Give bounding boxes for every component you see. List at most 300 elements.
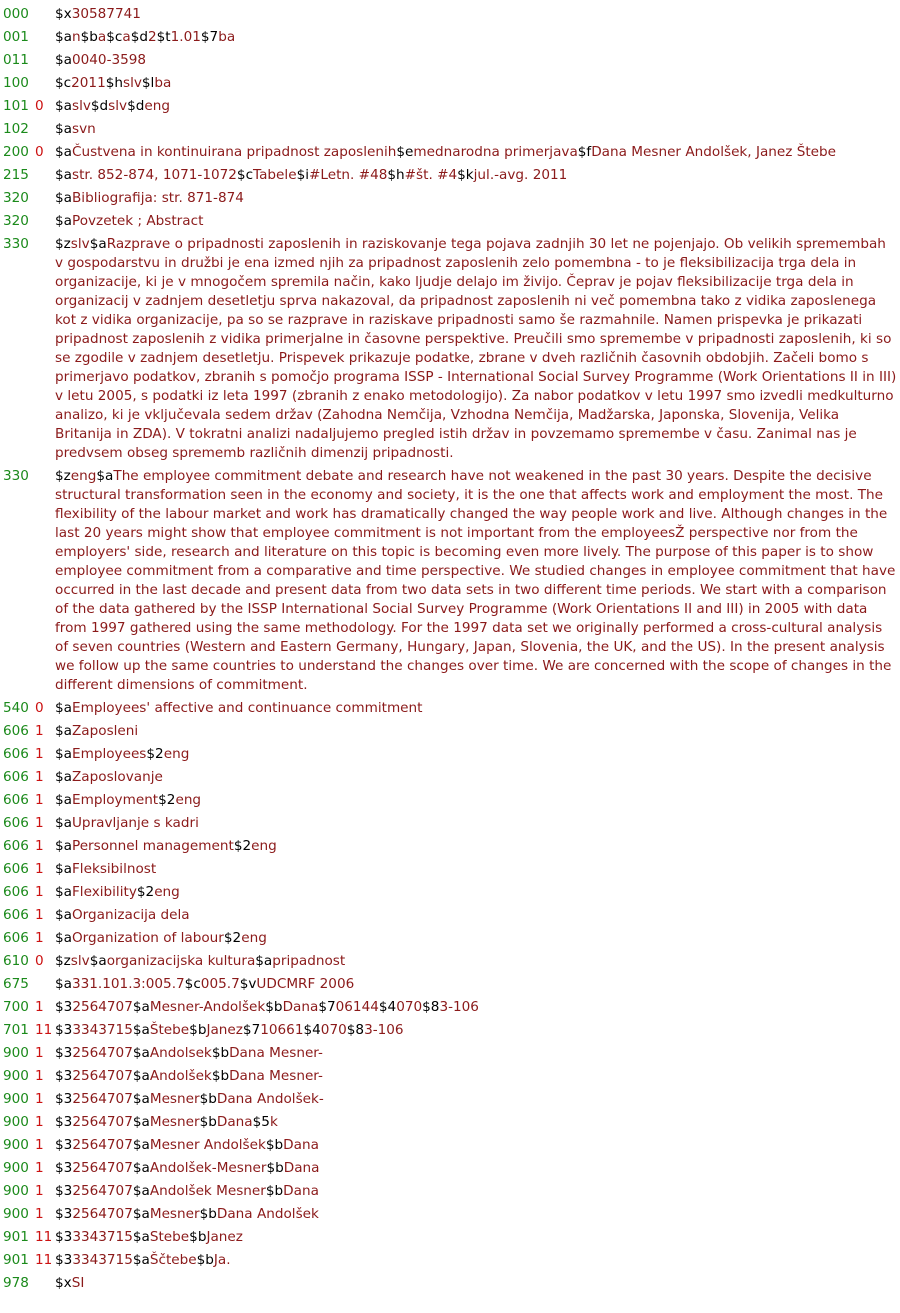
subfield-code: $2 [136, 884, 155, 900]
subfield-code: $d [130, 29, 148, 45]
subfield-value: Čustvena in kontinuirana pripadnost zaposlenih [71, 144, 397, 160]
subfield-value: slv [108, 98, 128, 114]
subfield-value: n [71, 29, 81, 45]
subfield-code: $z [55, 953, 71, 969]
field-indicator: 1 [35, 769, 44, 785]
field-tag: 102 [3, 121, 29, 137]
subfield-code: $d [90, 98, 109, 114]
field-row [0, 187, 900, 210]
field-tag: 606 [3, 723, 29, 739]
subfield-value: 3-106 [364, 1022, 404, 1038]
field-content [55, 187, 900, 210]
field-content [55, 1272, 900, 1295]
field-content [55, 743, 900, 766]
subfield-code: $z [55, 236, 71, 252]
field-indicator: 1 [35, 930, 44, 946]
subfield-code: $a [55, 838, 72, 854]
subfield-code: $c [184, 976, 201, 992]
subfield-code: $e [396, 144, 414, 160]
field-tag: 215 [3, 167, 29, 183]
subfield-value: Dana Andolšek [216, 1206, 319, 1222]
subfield-value: Dana [283, 1160, 320, 1176]
subfield-value: Organization of labour [71, 930, 224, 946]
field-row [0, 973, 900, 996]
subfield-code: $a [132, 1045, 150, 1061]
field-content [55, 1042, 900, 1065]
subfield-code: $k [457, 167, 474, 183]
field-row [0, 697, 900, 720]
field-content [55, 118, 900, 141]
subfield-code: $b [189, 1229, 207, 1245]
field-tag: 100 [3, 75, 29, 91]
field-row [0, 1157, 900, 1180]
field-tag: 606 [3, 907, 29, 923]
field-tag: 606 [3, 838, 29, 854]
field-content [55, 465, 900, 697]
subfield-value: Dana [216, 1114, 253, 1130]
subfield-code: $a [89, 953, 107, 969]
field-indicator: 1 [35, 1068, 44, 1084]
subfield-code: $h [105, 75, 123, 91]
subfield-value: Employees' affective and continuance commitment [71, 700, 423, 716]
subfield-value: 3-106 [439, 999, 479, 1015]
subfield-value: eng [251, 838, 277, 854]
field-row [0, 164, 900, 187]
subfield-code: $a [132, 1068, 150, 1084]
subfield-value: a [122, 29, 131, 45]
subfield-code: $a [55, 167, 72, 183]
field-indicator: 1 [35, 999, 44, 1015]
subfield-value: 3343715 [72, 1252, 133, 1268]
subfield-value: Dana Andolšek- [216, 1091, 324, 1107]
subfield-value: ba [154, 75, 172, 91]
subfield-code: $a [55, 976, 72, 992]
field-tag: 610 [3, 953, 29, 969]
subfield-value: Dana Mesner Andolšek, Janez Štebe [591, 144, 837, 160]
field-content [55, 881, 900, 904]
subfield-code: $a [55, 907, 72, 923]
field-indicator: 1 [35, 815, 44, 831]
field-content [55, 233, 900, 465]
subfield-code: $t [156, 29, 171, 45]
subfield-code: $v [239, 976, 257, 992]
field-tag: 901 [3, 1252, 29, 1268]
subfield-code: $i [296, 167, 309, 183]
subfield-code: $a [55, 884, 72, 900]
subfield-value: 10661 [260, 1022, 304, 1038]
field-content [55, 720, 900, 743]
subfield-value: svn [71, 121, 96, 137]
subfield-value: 2564707 [72, 1137, 133, 1153]
subfield-value: Mesner [149, 1114, 200, 1130]
subfield-code: $x [55, 1275, 72, 1291]
subfield-value: 2564707 [72, 1160, 133, 1176]
subfield-value: 1.01 [170, 29, 201, 45]
field-content [55, 973, 900, 996]
subfield-value: Ja. [213, 1252, 231, 1268]
subfield-value: 30587741 [71, 6, 141, 22]
field-tag: 900 [3, 1068, 29, 1084]
field-tag: 900 [3, 1206, 29, 1222]
subfield-code: $b [80, 29, 98, 45]
field-row [0, 789, 900, 812]
subfield-value: Andolšek-Mesner [149, 1160, 267, 1176]
subfield-code: $b [265, 999, 283, 1015]
subfield-code: $x [55, 6, 72, 22]
subfield-value: Dana [283, 1183, 319, 1199]
field-indicator: 11 [35, 1252, 53, 1268]
field-tag: 606 [3, 815, 29, 831]
field-content [55, 141, 900, 164]
field-tag: 606 [3, 930, 29, 946]
field-tag: 900 [3, 1091, 29, 1107]
field-row [0, 927, 900, 950]
field-tag: 101 [3, 98, 29, 114]
subfield-code: $3 [55, 1229, 73, 1245]
subfield-code: $a [55, 815, 72, 831]
field-row [0, 210, 900, 233]
field-tag: 001 [3, 29, 29, 45]
subfield-code: $a [132, 1183, 150, 1199]
subfield-value: ba [218, 29, 236, 45]
field-indicator: 1 [35, 1045, 44, 1061]
subfield-value: Mesner Andolšek [149, 1137, 266, 1153]
subfield-code: $3 [55, 1160, 73, 1176]
subfield-value: str. 852-874, 1071-1072 [71, 167, 237, 183]
field-indicator: 1 [35, 723, 44, 739]
field-row [0, 1180, 900, 1203]
field-indicator: 1 [35, 907, 44, 923]
field-tag: 606 [3, 792, 29, 808]
subfield-code: $b [199, 1091, 217, 1107]
subfield-value: 2564707 [72, 999, 133, 1015]
subfield-value: Fleksibilnost [71, 861, 157, 877]
subfield-value: Zaposleni [71, 723, 139, 739]
subfield-value: mednarodna primerjava [413, 144, 578, 160]
field-indicator: 1 [35, 1183, 44, 1199]
subfield-code: $a [132, 1022, 150, 1038]
subfield-value: 070 [320, 1022, 347, 1038]
field-row [0, 49, 900, 72]
subfield-code: $3 [55, 1068, 73, 1084]
subfield-value: k [269, 1114, 278, 1130]
subfield-code: $l [141, 75, 155, 91]
subfield-value: Mesner [149, 1206, 200, 1222]
subfield-code: $f [577, 144, 592, 160]
field-tag: 675 [3, 976, 29, 992]
subfield-code: $5 [252, 1114, 270, 1130]
subfield-value: UDCMRF 2006 [256, 976, 355, 992]
subfield-value: Štebe [149, 1022, 190, 1038]
subfield-value: slv [70, 953, 90, 969]
subfield-code: $a [55, 861, 72, 877]
subfield-code: $b [189, 1022, 207, 1038]
field-tag: 900 [3, 1114, 29, 1130]
field-tag: 900 [3, 1045, 29, 1061]
subfield-value: Mesner-Andolšek [149, 999, 266, 1015]
subfield-code: $a [55, 144, 72, 160]
field-indicator: 1 [35, 1114, 44, 1130]
subfield-code: $3 [55, 999, 73, 1015]
field-row [0, 72, 900, 95]
field-row [0, 835, 900, 858]
subfield-value: eng [144, 98, 170, 114]
subfield-value: organizacijska kultura [106, 953, 256, 969]
subfield-value: Zaposlovanje [71, 769, 163, 785]
subfield-code: $b [196, 1252, 214, 1268]
field-row [0, 766, 900, 789]
field-content [55, 1249, 900, 1272]
subfield-code: $3 [55, 1045, 73, 1061]
subfield-code: $a [55, 769, 72, 785]
subfield-code: $a [89, 236, 107, 252]
subfield-value: The employee commitment debate and research have not weakened in the past 30 years. Despite the decisive structural transformation seen in the economy and society, it is the one that affects work and employment the most. The flexibility of the labour market and work has dramatically changed the way people work and live. Although changes in the last 20 years might show that employee commitment is not important from the employeesŽ perspective nor from the employers' side, research and literature on this topic is becoming even more lively. The purpose of this paper is to show employee commitment from a comparative and time perspective. We studied changes in employee commitment that have occurred in the last decade and present data from two data sets in two different time periods. We start with a comparison of the data gathered by the ISSP International Social Survey Programme (Work Orientations II and III) in 2005 with data from 1997 gathered using the same methodology. For the 1997 data set we originally performed a cross-cultural analysis of seven countries (Western and Eastern Germany, Hungary, Japan, Slovenia, the UK, and the US). In the present analysis we follow up the same countries to understand the changes over time. We are concerned with the scope of changes in the different dimensions of commitment. [55, 468, 896, 693]
field-content [55, 1157, 900, 1180]
subfield-code: $a [96, 468, 114, 484]
subfield-value: Employment [71, 792, 159, 808]
subfield-value: a [97, 29, 107, 45]
field-content [55, 95, 900, 118]
subfield-value: Dana Mesner- [229, 1045, 323, 1061]
subfield-value: Organizacija dela [71, 907, 190, 923]
subfield-code: $a [132, 1252, 150, 1268]
subfield-code: $b [265, 1137, 284, 1153]
field-indicator: 1 [35, 838, 44, 854]
field-row [0, 904, 900, 927]
field-content [55, 904, 900, 927]
subfield-value: 070 [396, 999, 423, 1015]
field-row [0, 1088, 900, 1111]
field-row [0, 1272, 900, 1295]
subfield-code: $a [55, 213, 72, 229]
subfield-code: $a [55, 930, 72, 946]
field-row [0, 950, 900, 973]
subfield-value: Stebe [149, 1229, 190, 1245]
subfield-code: $2 [146, 746, 164, 762]
subfield-value: 331.101.3:005.7 [71, 976, 185, 992]
subfield-value: slv [71, 98, 91, 114]
subfield-code: $7 [200, 29, 219, 45]
field-row [0, 743, 900, 766]
field-row [0, 3, 900, 26]
subfield-code: $a [132, 1091, 150, 1107]
field-indicator: 0 [35, 98, 44, 114]
field-indicator: 1 [35, 792, 44, 808]
subfield-value: eng [154, 884, 180, 900]
subfield-code: $2 [223, 930, 242, 946]
subfield-code: $a [132, 999, 150, 1015]
field-content [55, 72, 900, 95]
subfield-value: Upravljanje s kadri [71, 815, 199, 831]
subfield-value: 06144 [335, 999, 379, 1015]
field-row [0, 465, 900, 697]
subfield-code: $b [266, 1160, 284, 1176]
subfield-code: $a [55, 190, 72, 206]
subfield-value: 2564707 [72, 1091, 133, 1107]
subfield-code: $a [55, 700, 72, 716]
subfield-code: $a [55, 121, 72, 137]
subfield-code: $a [132, 1137, 150, 1153]
subfield-value: 2564707 [72, 1206, 133, 1222]
subfield-value: 005.7 [200, 976, 240, 992]
field-content [55, 3, 900, 26]
subfield-value: eng [175, 792, 202, 808]
field-indicator: 0 [35, 144, 44, 160]
subfield-value: Dana Mesner- [229, 1068, 323, 1084]
subfield-value: 2564707 [72, 1183, 133, 1199]
subfield-value: #Letn. #48 [309, 167, 388, 183]
subfield-code: $d [127, 98, 145, 114]
subfield-code: $2 [233, 838, 252, 854]
subfield-value: Flexibility [71, 884, 137, 900]
subfield-value: Razprave o pripadnosti zaposlenih in raziskovanje tega pojava zadnjih 30 let ne pojenjajo. Ob velikih spremembah v gospodarstvu in družbi je ena izmed njih za pripadnost zaposlenih zelo pomembna - to je fleksibilizacija trga dela in organizacije, ki je v mnogočem spremila način, kako ljudje delajo im živijo. Čeprav je pojav fleksibilizacije trga dela in organizacij v zadnjem desetletju sprva nakazoval, da pripadnost zaposlenih ni več pomembna tako z vidika zaposlenega kot z vidika organizacije, pa so se razprave in raziskave pripadnosti samo še razmahnile. Namen prispevka je prikazati pripadnost zaposlenih z vidika primerjalne in časovne perspektive. Preučili smo spremembe v pripadnosti zaposlenih, ki so se zgodile v zadnjem desetletju. Prispevek prikazuje podatke, zbrane v dveh različnih časovnih obdobjih. Začeli bomo s primerjavo podatkov, zbranih s pomočjo programa ISSP - International Social Survey Programme (Work Orientations II in III) v letu 2005, s podatki iz leta 1997 (zbranih z enako metodologijo). Za nabor podatkov v letu 1997 smo izvedli medkulturno analizo, ki je vključevala sedem držav (Zahodna Nemčija, Vzhodna Nemčija, Madžarska, Japonska, Slovenija, Velika Britanija in ZDA). V tokratni analizi nadaljujemo pregled istih držav in povzemamo spremembe v času. Zanimal nas je predvsem obseg sprememb različnih dimenzij pripadnosti. [55, 236, 897, 461]
field-content [55, 835, 900, 858]
field-tag: 606 [3, 769, 29, 785]
subfield-code: $3 [55, 1137, 73, 1153]
field-tag: 901 [3, 1229, 29, 1245]
field-row [0, 1042, 900, 1065]
field-row [0, 1134, 900, 1157]
field-content [55, 1019, 900, 1042]
field-content [55, 164, 900, 187]
subfield-value: Janez [206, 1022, 243, 1038]
subfield-value: 2011 [71, 75, 106, 91]
subfield-value: eng [241, 930, 267, 946]
field-indicator: 11 [35, 1022, 53, 1038]
field-indicator: 0 [35, 700, 44, 716]
field-content [55, 1065, 900, 1088]
subfield-value: 2564707 [72, 1068, 133, 1084]
field-tag: 900 [3, 1183, 29, 1199]
field-row [0, 118, 900, 141]
field-tag: 700 [3, 999, 29, 1015]
subfield-value: SI [71, 1275, 85, 1291]
field-content [55, 950, 900, 973]
subfield-code: $b [211, 1045, 230, 1061]
subfield-value: eng [70, 468, 97, 484]
subfield-code: $8 [346, 1022, 365, 1038]
field-content [55, 789, 900, 812]
subfield-code: $h [387, 167, 405, 183]
subfield-value: Andolšek Mesner [149, 1183, 266, 1199]
field-content [55, 26, 900, 49]
subfield-value: 2 [147, 29, 157, 45]
field-tag: 900 [3, 1160, 29, 1176]
field-indicator: 1 [35, 1160, 44, 1176]
field-tag: 330 [3, 468, 29, 484]
subfield-value: eng [163, 746, 190, 762]
field-row [0, 858, 900, 881]
field-row [0, 720, 900, 743]
subfield-code: $c [55, 75, 72, 91]
field-indicator: 1 [35, 746, 44, 762]
subfield-value: 0040-3598 [71, 52, 147, 68]
subfield-value: Bibliografija: str. 871-874 [71, 190, 244, 206]
subfield-code: $b [199, 1114, 217, 1130]
field-tag: 000 [3, 6, 29, 22]
field-row [0, 1249, 900, 1272]
subfield-code: $a [55, 98, 72, 114]
field-content [55, 49, 900, 72]
subfield-value: Andolsek [149, 1045, 212, 1061]
field-content [55, 1203, 900, 1226]
subfield-code: $2 [158, 792, 176, 808]
field-tag: 606 [3, 746, 29, 762]
subfield-code: $b [211, 1068, 230, 1084]
subfield-code: $3 [55, 1022, 73, 1038]
field-content [55, 858, 900, 881]
subfield-value: #št. #4 [404, 167, 458, 183]
field-row [0, 996, 900, 1019]
subfield-value: Personnel management [71, 838, 234, 854]
field-row [0, 1226, 900, 1249]
subfield-value: jul.-avg. 2011 [473, 167, 568, 183]
field-row [0, 141, 900, 164]
field-indicator: 11 [35, 1229, 53, 1245]
field-indicator: 1 [35, 861, 44, 877]
subfield-value: Mesner [149, 1091, 200, 1107]
subfield-code: $a [132, 1160, 150, 1176]
subfield-value: 2564707 [72, 1114, 133, 1130]
subfield-code: $a [55, 746, 72, 762]
subfield-code: $a [132, 1229, 150, 1245]
field-tag: 330 [3, 236, 29, 252]
field-tag: 320 [3, 190, 29, 206]
field-row [0, 233, 900, 465]
field-tag: 900 [3, 1137, 29, 1153]
field-content [55, 766, 900, 789]
subfield-code: $3 [55, 1114, 73, 1130]
field-content [55, 1088, 900, 1111]
field-tag: 320 [3, 213, 29, 229]
field-content [55, 697, 900, 720]
subfield-code: $4 [303, 1022, 321, 1038]
subfield-value: Povzetek ; Abstract [71, 213, 204, 229]
field-content [55, 1111, 900, 1134]
subfield-code: $3 [55, 1091, 73, 1107]
subfield-code: $7 [318, 999, 336, 1015]
field-tag: 011 [3, 52, 29, 68]
field-tag: 200 [3, 144, 29, 160]
subfield-code: $a [55, 723, 72, 739]
subfield-code: $a [255, 953, 273, 969]
subfield-code: $c [236, 167, 254, 183]
subfield-code: $3 [55, 1206, 73, 1222]
subfield-value: pripadnost [272, 953, 346, 969]
subfield-code: $4 [378, 999, 397, 1015]
subfield-value: Dana [282, 999, 319, 1015]
subfield-value: Ščtebe [149, 1252, 197, 1268]
subfield-value: Janez [206, 1229, 243, 1245]
field-row [0, 26, 900, 49]
field-row [0, 95, 900, 118]
field-tag: 606 [3, 861, 29, 877]
subfield-code: $b [199, 1206, 217, 1222]
subfield-code: $a [55, 792, 72, 808]
field-indicator: 0 [35, 953, 44, 969]
field-row [0, 1019, 900, 1042]
subfield-code: $3 [55, 1252, 73, 1268]
field-tag: 606 [3, 884, 29, 900]
field-row [0, 1111, 900, 1134]
field-tag: 540 [3, 700, 29, 716]
field-tag: 978 [3, 1275, 29, 1291]
field-tag: 701 [3, 1022, 29, 1038]
subfield-code: $c [106, 29, 123, 45]
field-content [55, 927, 900, 950]
subfield-code: $a [132, 1206, 150, 1222]
subfield-code: $b [265, 1183, 284, 1199]
